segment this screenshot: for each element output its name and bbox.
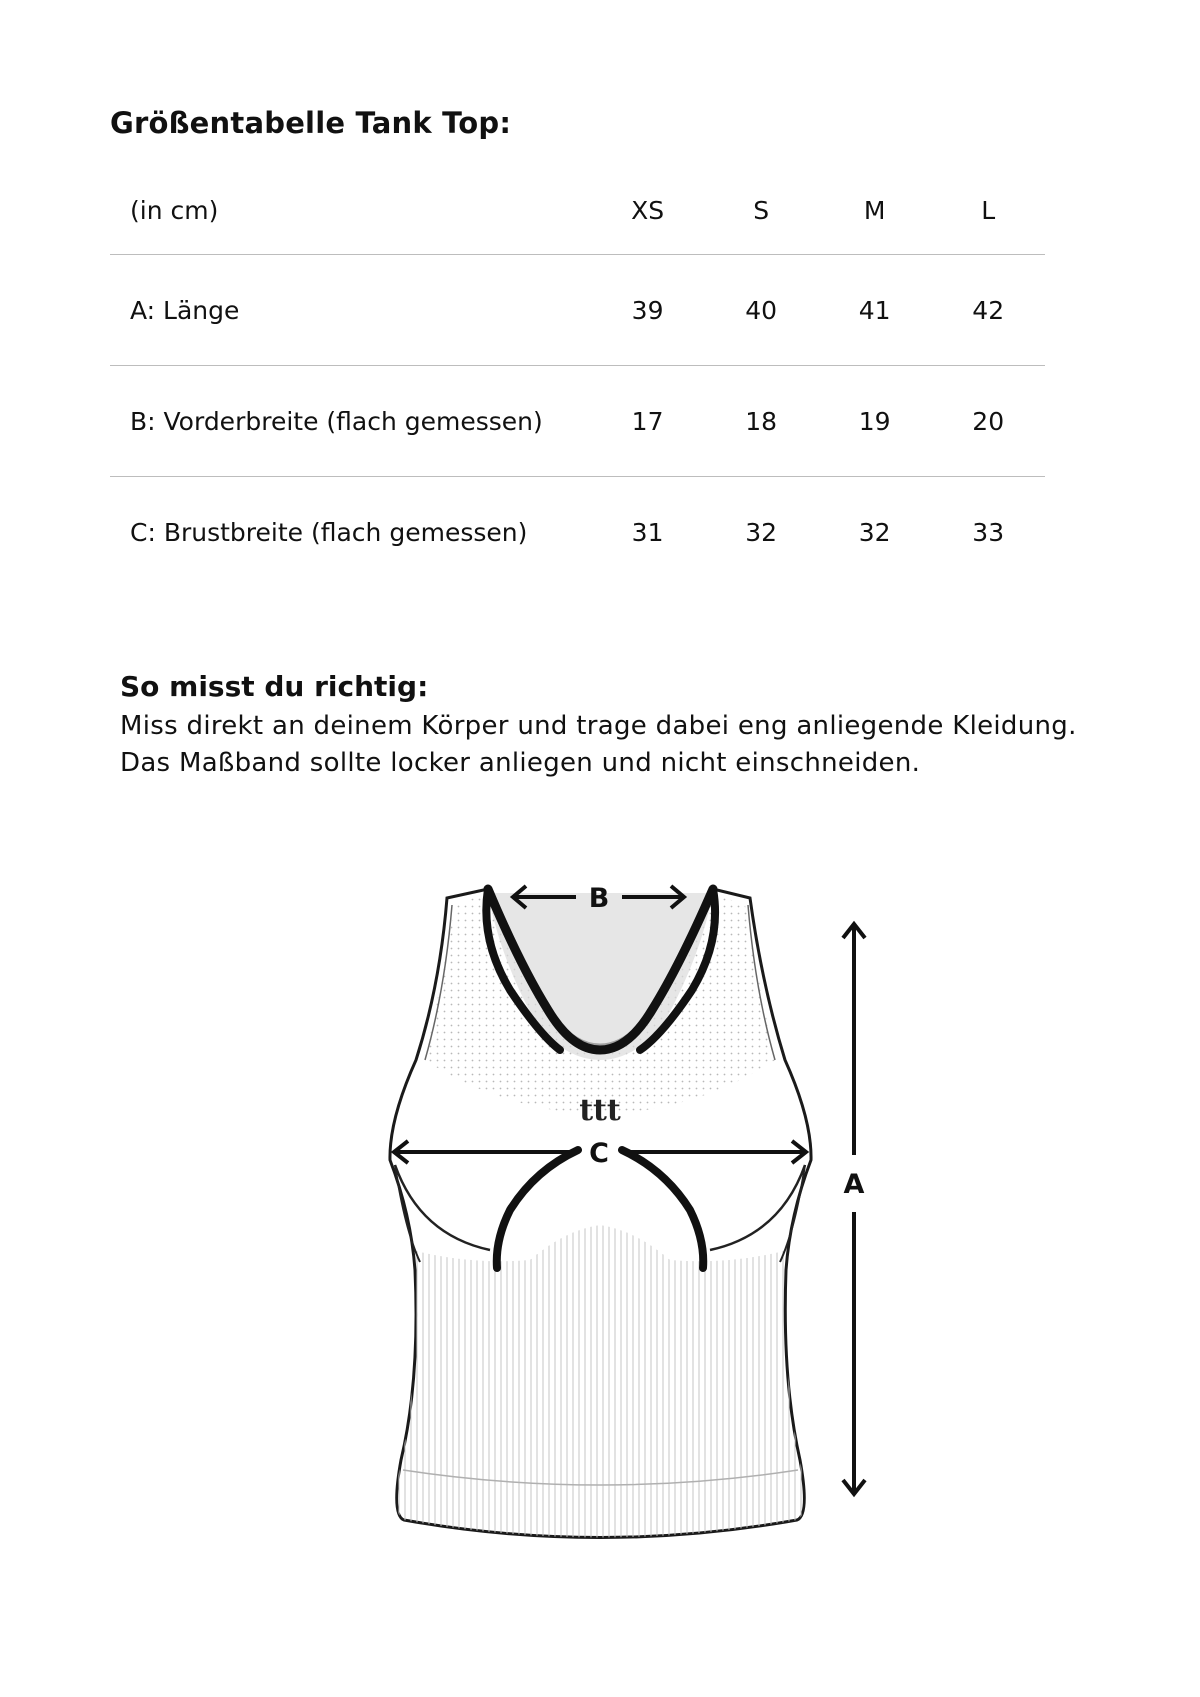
- table-cell: 19: [818, 366, 932, 477]
- table-cell: 20: [931, 366, 1045, 477]
- table-cell: 18: [704, 366, 818, 477]
- row-label-front-width: B: Vorderbreite (flach gemessen): [110, 366, 591, 477]
- size-header-l: L: [981, 195, 996, 225]
- dimension-label-a: A: [843, 1169, 865, 1200]
- size-header-xs: XS: [631, 195, 665, 225]
- size-header-m: M: [863, 195, 886, 225]
- howto-line-1: Miss direkt an deinem Körper und trage dabei eng anliegende Kleidung.: [120, 711, 1077, 741]
- table-cell: 32: [704, 477, 818, 588]
- dimension-label-b: B: [588, 883, 610, 914]
- table-cell: 17: [591, 366, 705, 477]
- page-title: Größentabelle Tank Top:: [110, 106, 512, 140]
- table-cell: 42: [931, 255, 1045, 366]
- dimension-label-c: C: [589, 1138, 609, 1169]
- row-label-chest-width: C: Brustbreite (flach gemessen): [110, 477, 591, 588]
- row-label-length: A: Länge: [110, 255, 591, 366]
- howto-title: So misst du richtig:: [120, 670, 429, 703]
- table-cell: 41: [818, 255, 932, 366]
- howto-line-2: Das Maßband sollte locker anliegen und nicht einschneiden.: [120, 748, 921, 778]
- unit-header: (in cm): [130, 195, 219, 225]
- size-header-s: S: [753, 195, 770, 225]
- arrow-double-vertical-icon: [843, 924, 865, 1494]
- table-cell: 32: [818, 477, 932, 588]
- table-cell: 31: [591, 477, 705, 588]
- table-cell: 33: [931, 477, 1045, 588]
- table-cell: 39: [591, 255, 705, 366]
- tank-top-illustration: [390, 889, 811, 1538]
- table-cell: 40: [704, 255, 818, 366]
- logo-text: ttt: [579, 1093, 621, 1128]
